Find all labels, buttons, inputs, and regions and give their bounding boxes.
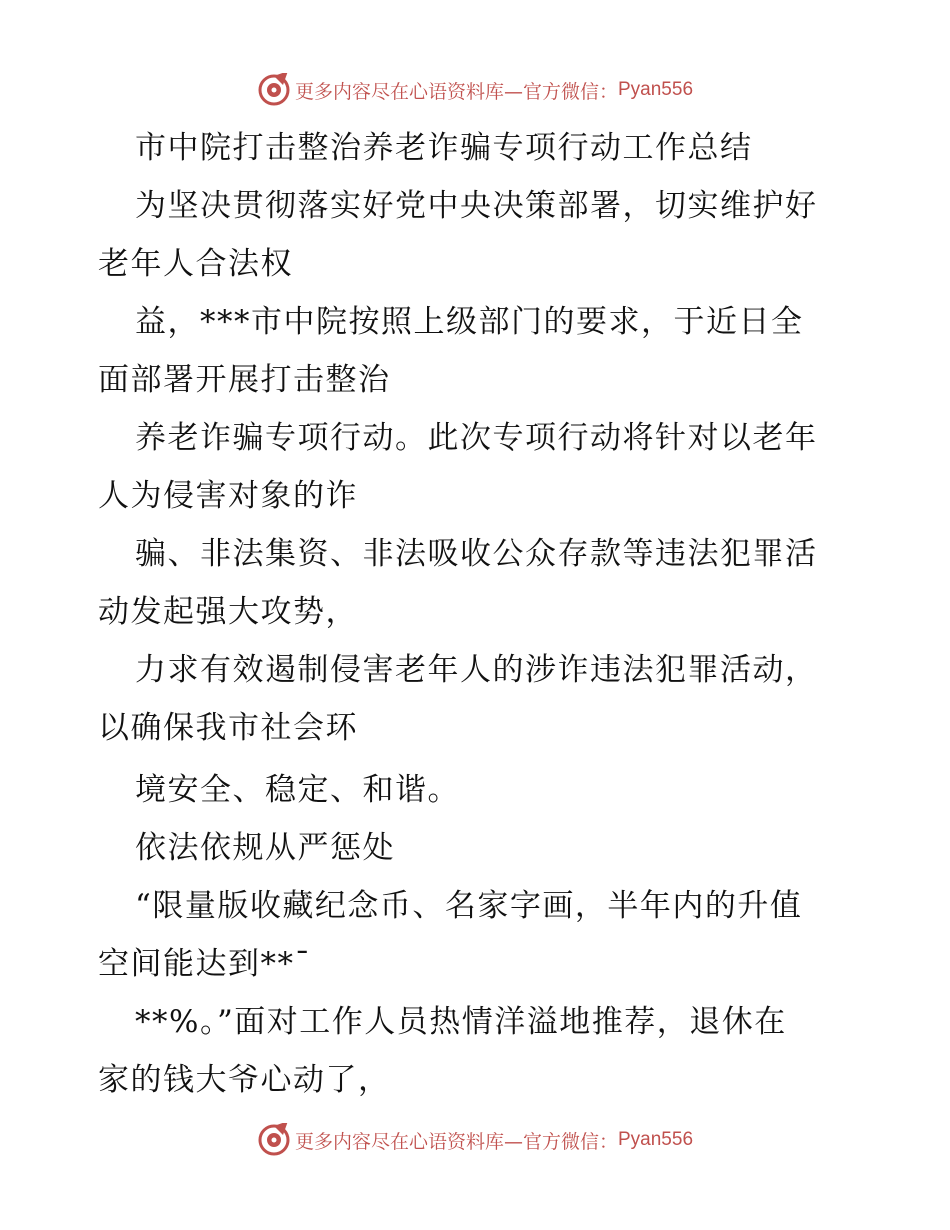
paragraph-line: “限量版收藏纪念币、名家字画，半年内的升值 [135, 888, 803, 924]
paragraph-line: **%。”面对工作人员热情洋溢地推荐，退休在 [135, 1004, 787, 1040]
paragraph-line: 老年人合法权 [98, 246, 293, 282]
paragraph-line: 境安全、稳定、和谐。 [135, 772, 460, 808]
document-title: 市中院打击整治养老诈骗专项行动工作总结 [135, 130, 753, 166]
paragraph-line: 空间能达到**¯ [98, 946, 312, 982]
paragraph-line: 以确保我市社会环 [98, 710, 358, 746]
paragraph-line: 动发起强大攻势， [98, 594, 358, 630]
paragraph-line: 人为侵害对象的诈 [98, 478, 358, 514]
paragraph-line: 面部署开展打击整治 [98, 362, 391, 398]
paragraph-line: 为坚决贯彻落实好党中央决策部署，切实维护好 [135, 188, 818, 224]
watermark-contact: Pyan556 [618, 79, 694, 100]
paragraph-line: 家的钱大爷心动了， [98, 1062, 391, 1098]
watermark-contact: Pyan556 [618, 1129, 694, 1150]
paragraph-line: 益，***市中院按照上级部门的要求，于近日全 [135, 304, 804, 340]
section-heading: 依法依规从严惩处 [135, 830, 395, 866]
watermark-text: 更多内容尽在心语资料库—官方微信： [294, 80, 618, 103]
watermark-text: 更多内容尽在心语资料库—官方微信： [294, 1130, 618, 1153]
paragraph-line: 力求有效遏制侵害老年人的涉诈违法犯罪活动， [135, 652, 818, 688]
pen-nib-circle-icon [257, 1123, 291, 1157]
paragraph-line: 骗、非法集资、非法吸收公众存款等违法犯罪活 [135, 536, 818, 572]
paragraph-line: 养老诈骗专项行动。此次专项行动将针对以老年 [135, 420, 818, 456]
footer-watermark [0, 1120, 950, 1160]
